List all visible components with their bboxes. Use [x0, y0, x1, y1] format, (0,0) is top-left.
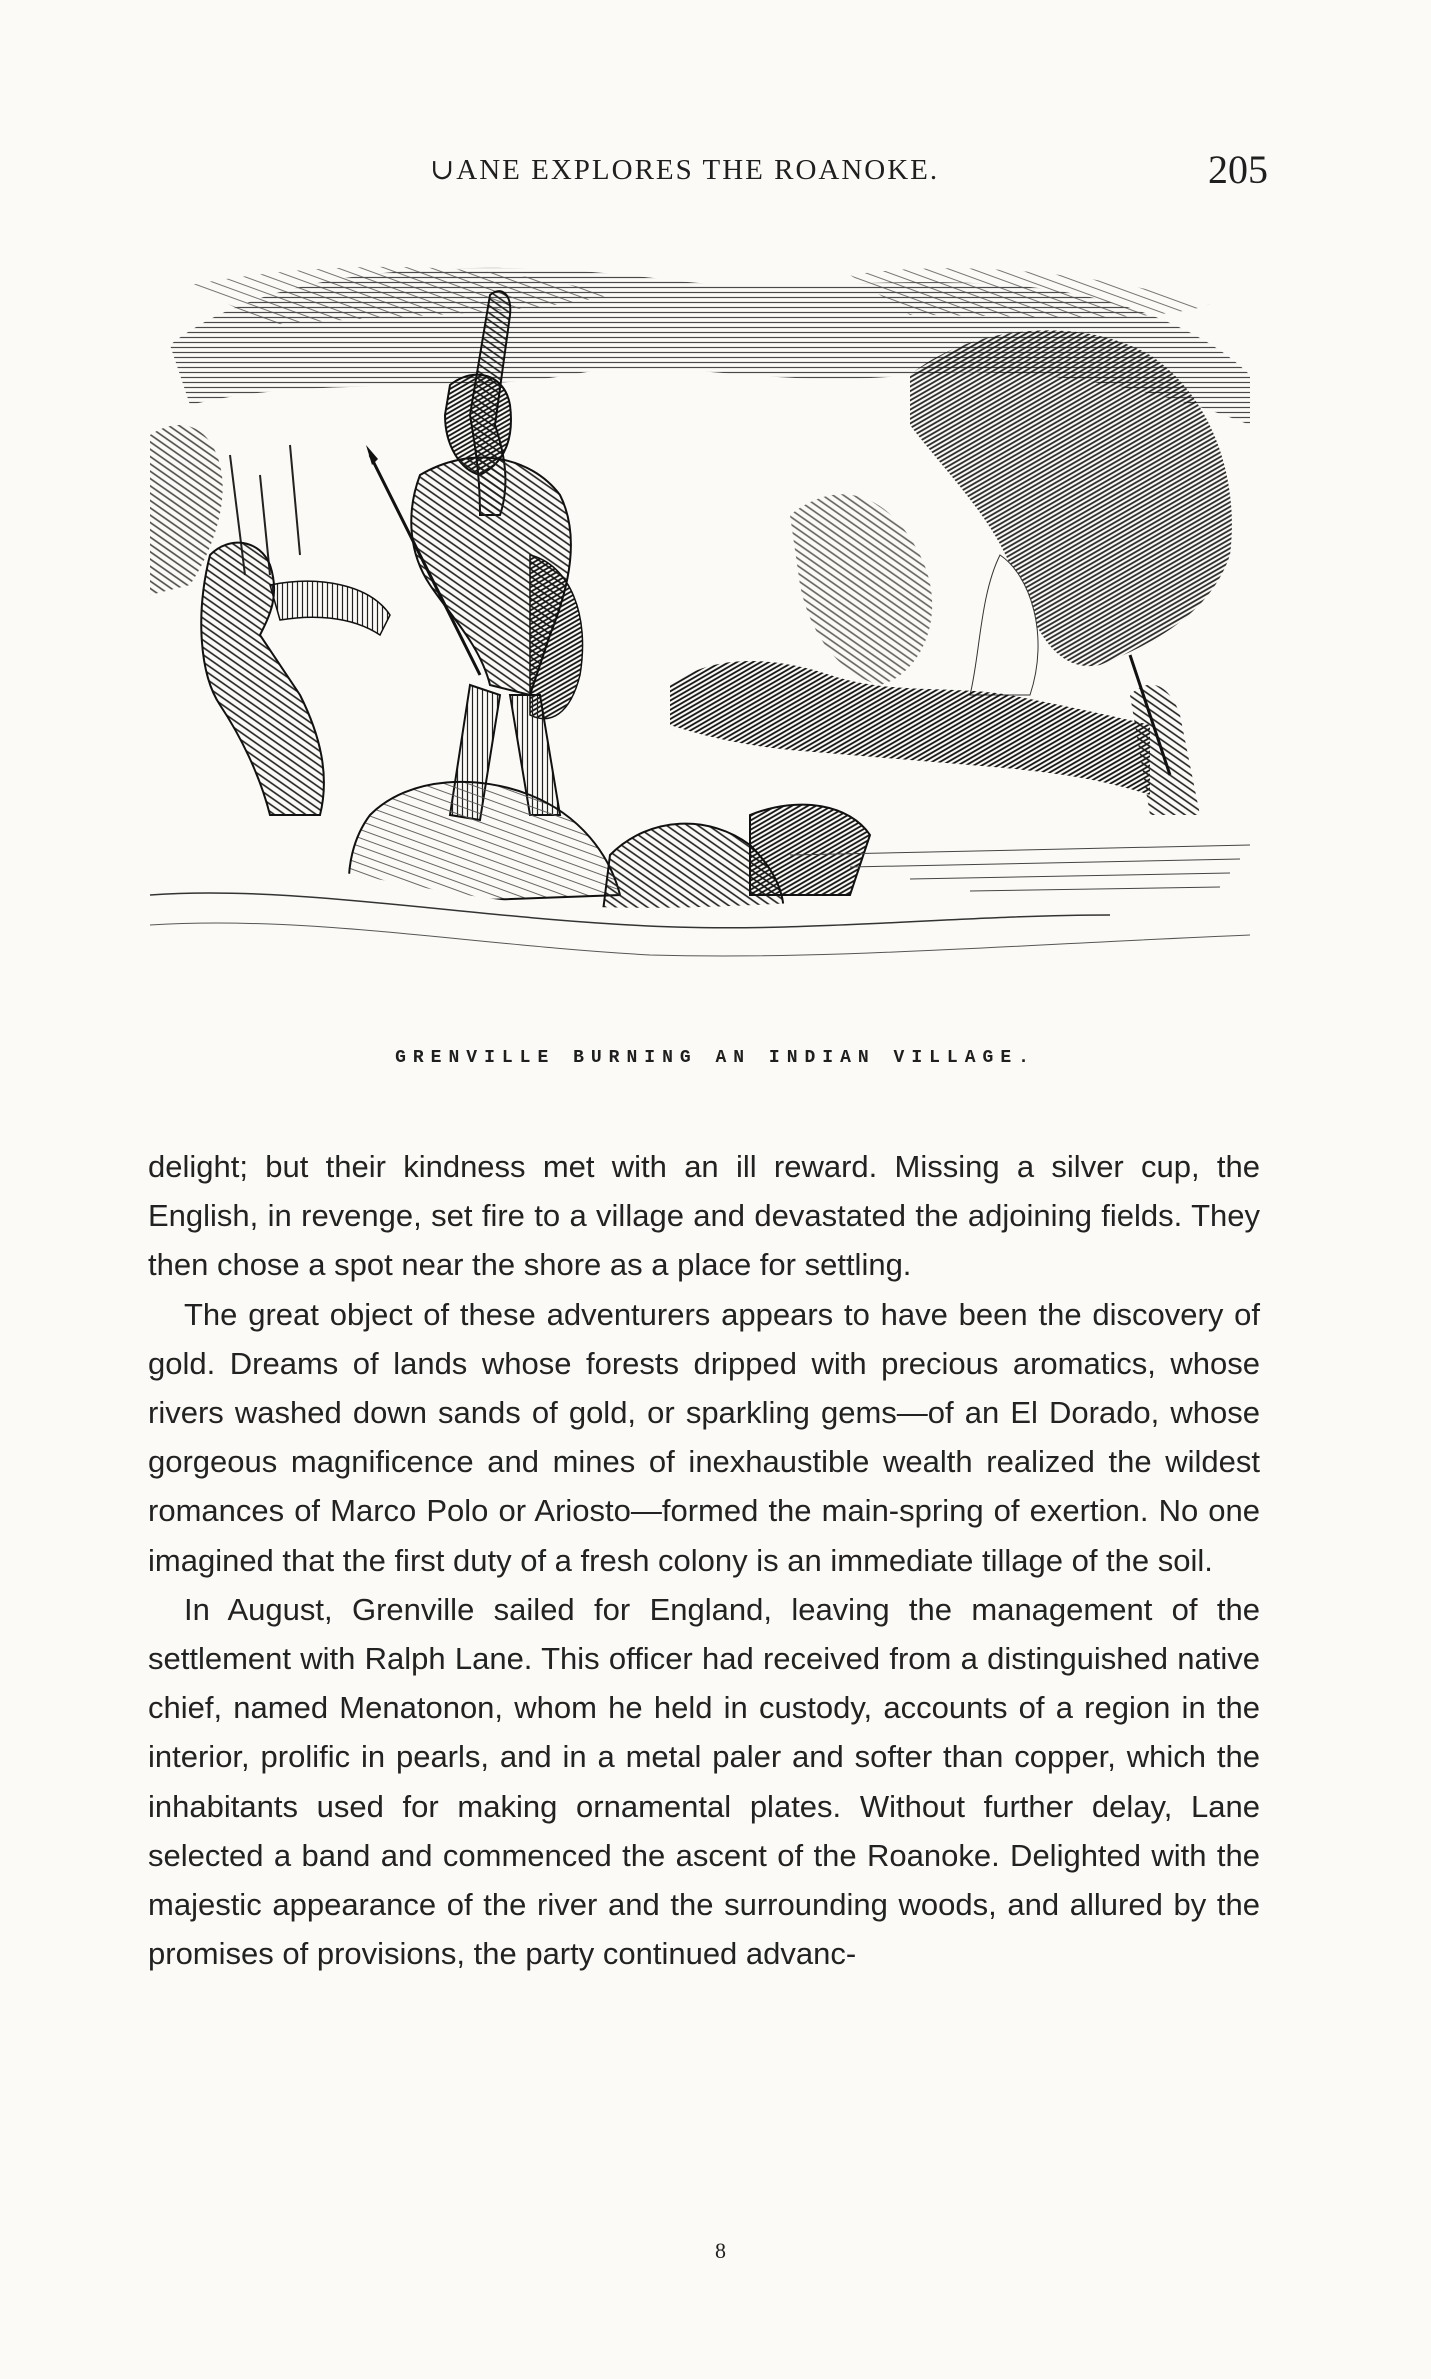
- running-title: ∪ANE EXPLORES THE ROANOKE.: [430, 154, 940, 186]
- engraving-illustration: [150, 255, 1262, 1025]
- figure-caption: GRENVILLE BURNING AN INDIAN VILLAGE.: [395, 1048, 1036, 1068]
- battle-crowd: [670, 655, 1200, 815]
- engraving-image: [150, 255, 1262, 1025]
- crouching-figure: [201, 543, 390, 815]
- body-text: [148, 1142, 1260, 1978]
- signature-mark: 8: [715, 2238, 726, 2263]
- page-number: 205: [1208, 147, 1268, 192]
- paragraph: The great object of these adventurers appears to have been the discovery of gold. Dreams of lands whose forests dripped with precious aromatics, whose rivers washed down sands of gold, or sparkling gems—of an El Dorado, whose gorgeous magnificence and mines of inexhaustible wealth realized the wildest romances of Marco Polo or Ariosto—formed the main-spring of exertion. No one imagined that the first duty of a fresh colony is an immediate tillage of the soil.: [148, 1296, 1260, 1578]
- running-head: [0, 147, 1431, 192]
- foreground-rocks: [150, 782, 1260, 1025]
- paragraph: In August, Grenville sailed for England, leaving the management of the settlement with Ralph Lane. This officer had received from a distinguished native chief, named Menatonon, whom he held in custody, accounts of a region in the interior, prolific in pearls, and in a metal paler and softer than copper, which the inhabitants used for making ornamental plates. Without further delay, Lane selected a band and commenced the ascent of the Roanoke. Delighted with the majestic appearance of the river and the surrounding woods, and allured by the promises of provisions, the party continued advanc-: [148, 1591, 1260, 1972]
- smoke-plume: [790, 330, 1232, 695]
- paragraph: delight; but their kindness met with an ill reward. Missing a silver cup, the English, in revenge, set fire to a village and devastated the adjoining fields. They then chose a spot near the shore as a place for settling.: [148, 1149, 1260, 1283]
